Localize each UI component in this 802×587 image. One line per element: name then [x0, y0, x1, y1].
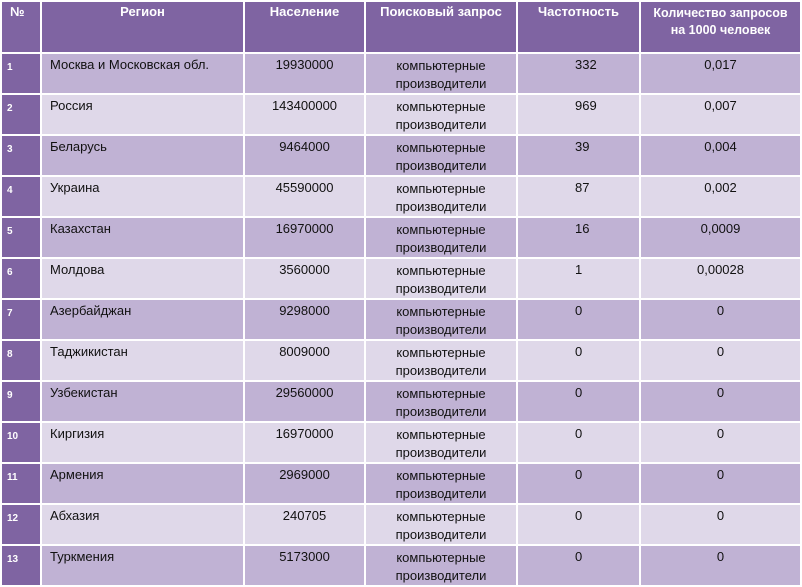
region-cell: Киргизия	[41, 422, 244, 463]
ratio-cell: 0	[640, 422, 801, 463]
query-cell	[365, 94, 517, 135]
header-ratio-line2: на 1000 человек	[670, 23, 771, 37]
frequency-cell: 0	[517, 422, 640, 463]
query-cell	[365, 53, 517, 94]
row-number: 13	[1, 545, 41, 586]
table-row	[1, 94, 801, 135]
population-cell: 5173000	[244, 545, 365, 586]
ratio-cell: 0	[640, 381, 801, 422]
table-body	[1, 53, 801, 586]
header-region: Регион	[41, 1, 244, 53]
row-number: 4	[1, 176, 41, 217]
query-line2: производители	[395, 117, 487, 132]
query-line1: компьютерные	[396, 99, 486, 114]
row-number: 8	[1, 340, 41, 381]
population-cell: 29560000	[244, 381, 365, 422]
ratio-cell: 0	[640, 545, 801, 586]
table-row	[1, 422, 801, 463]
region-cell: Беларусь	[41, 135, 244, 176]
header-query: Поисковый запрос	[365, 1, 517, 53]
header-population: Население	[244, 1, 365, 53]
row-number: 1	[1, 53, 41, 94]
frequency-cell: 332	[517, 53, 640, 94]
population-cell: 240705	[244, 504, 365, 545]
population-cell: 16970000	[244, 217, 365, 258]
query-cell	[365, 299, 517, 340]
query-line2: производители	[395, 281, 487, 296]
query-cell	[365, 545, 517, 586]
row-number: 11	[1, 463, 41, 504]
query-line2: производители	[395, 568, 487, 583]
row-number: 7	[1, 299, 41, 340]
header-ratio-line1: Количество запросов	[653, 6, 788, 20]
region-cell: Москва и Московская обл.	[41, 53, 244, 94]
region-cell: Украина	[41, 176, 244, 217]
ratio-cell: 0	[640, 463, 801, 504]
query-line1: компьютерные	[396, 345, 486, 360]
region-cell: Молдова	[41, 258, 244, 299]
table-row	[1, 135, 801, 176]
population-cell: 9298000	[244, 299, 365, 340]
ratio-cell: 0,002	[640, 176, 801, 217]
ratio-cell: 0,0009	[640, 217, 801, 258]
table-row	[1, 381, 801, 422]
header-row	[1, 1, 801, 53]
query-cell	[365, 504, 517, 545]
query-line2: производители	[395, 76, 487, 91]
query-cell	[365, 176, 517, 217]
frequency-cell: 969	[517, 94, 640, 135]
query-line2: производители	[395, 322, 487, 337]
query-cell	[365, 422, 517, 463]
query-line1: компьютерные	[396, 58, 486, 73]
query-line2: производители	[395, 445, 487, 460]
table-row	[1, 463, 801, 504]
query-line1: компьютерные	[396, 550, 486, 565]
population-cell: 8009000	[244, 340, 365, 381]
row-number: 6	[1, 258, 41, 299]
region-cell: Туркмения	[41, 545, 244, 586]
table-row	[1, 217, 801, 258]
region-cell: Таджикистан	[41, 340, 244, 381]
query-line1: компьютерные	[396, 181, 486, 196]
ratio-cell: 0,017	[640, 53, 801, 94]
table-row	[1, 340, 801, 381]
query-line2: производители	[395, 240, 487, 255]
query-cell	[365, 381, 517, 422]
frequency-cell: 87	[517, 176, 640, 217]
header-frequency: Частотность	[517, 1, 640, 53]
query-line2: производители	[395, 527, 487, 542]
query-line1: компьютерные	[396, 263, 486, 278]
region-cell: Россия	[41, 94, 244, 135]
ratio-cell: 0	[640, 299, 801, 340]
frequency-cell: 0	[517, 504, 640, 545]
frequency-cell: 39	[517, 135, 640, 176]
query-cell	[365, 135, 517, 176]
population-cell: 2969000	[244, 463, 365, 504]
region-cell: Узбекистан	[41, 381, 244, 422]
query-cell	[365, 340, 517, 381]
ratio-cell: 0	[640, 504, 801, 545]
frequency-cell: 0	[517, 463, 640, 504]
frequency-cell: 16	[517, 217, 640, 258]
population-cell: 143400000	[244, 94, 365, 135]
row-number: 3	[1, 135, 41, 176]
region-cell: Казахстан	[41, 217, 244, 258]
query-line1: компьютерные	[396, 304, 486, 319]
population-cell: 9464000	[244, 135, 365, 176]
ratio-cell: 0	[640, 340, 801, 381]
query-line1: компьютерные	[396, 222, 486, 237]
query-line1: компьютерные	[396, 509, 486, 524]
header-num: №	[1, 1, 41, 53]
population-cell: 45590000	[244, 176, 365, 217]
query-line1: компьютерные	[396, 140, 486, 155]
query-cell	[365, 463, 517, 504]
ratio-cell: 0,004	[640, 135, 801, 176]
frequency-cell: 0	[517, 299, 640, 340]
row-number: 5	[1, 217, 41, 258]
frequency-cell: 1	[517, 258, 640, 299]
query-line1: компьютерные	[396, 427, 486, 442]
row-number: 10	[1, 422, 41, 463]
query-line2: производители	[395, 404, 487, 419]
query-cell	[365, 217, 517, 258]
ratio-cell: 0,007	[640, 94, 801, 135]
query-line2: производители	[395, 199, 487, 214]
query-line2: производители	[395, 363, 487, 378]
region-cell: Азербайджан	[41, 299, 244, 340]
row-number: 2	[1, 94, 41, 135]
frequency-cell: 0	[517, 545, 640, 586]
table-row	[1, 53, 801, 94]
population-cell: 19930000	[244, 53, 365, 94]
frequency-cell: 0	[517, 340, 640, 381]
row-number: 9	[1, 381, 41, 422]
query-line1: компьютерные	[396, 468, 486, 483]
table-row	[1, 299, 801, 340]
population-cell: 16970000	[244, 422, 365, 463]
region-cell: Армения	[41, 463, 244, 504]
frequency-cell: 0	[517, 381, 640, 422]
query-line1: компьютерные	[396, 386, 486, 401]
table-row	[1, 504, 801, 545]
query-line2: производители	[395, 158, 487, 173]
query-cell	[365, 258, 517, 299]
table-row	[1, 545, 801, 586]
table-header	[1, 1, 801, 53]
population-cell: 3560000	[244, 258, 365, 299]
ratio-cell: 0,00028	[640, 258, 801, 299]
region-cell: Абхазия	[41, 504, 244, 545]
header-ratio	[640, 1, 801, 53]
row-number: 12	[1, 504, 41, 545]
table-row	[1, 258, 801, 299]
query-line2: производители	[395, 486, 487, 501]
table-row	[1, 176, 801, 217]
